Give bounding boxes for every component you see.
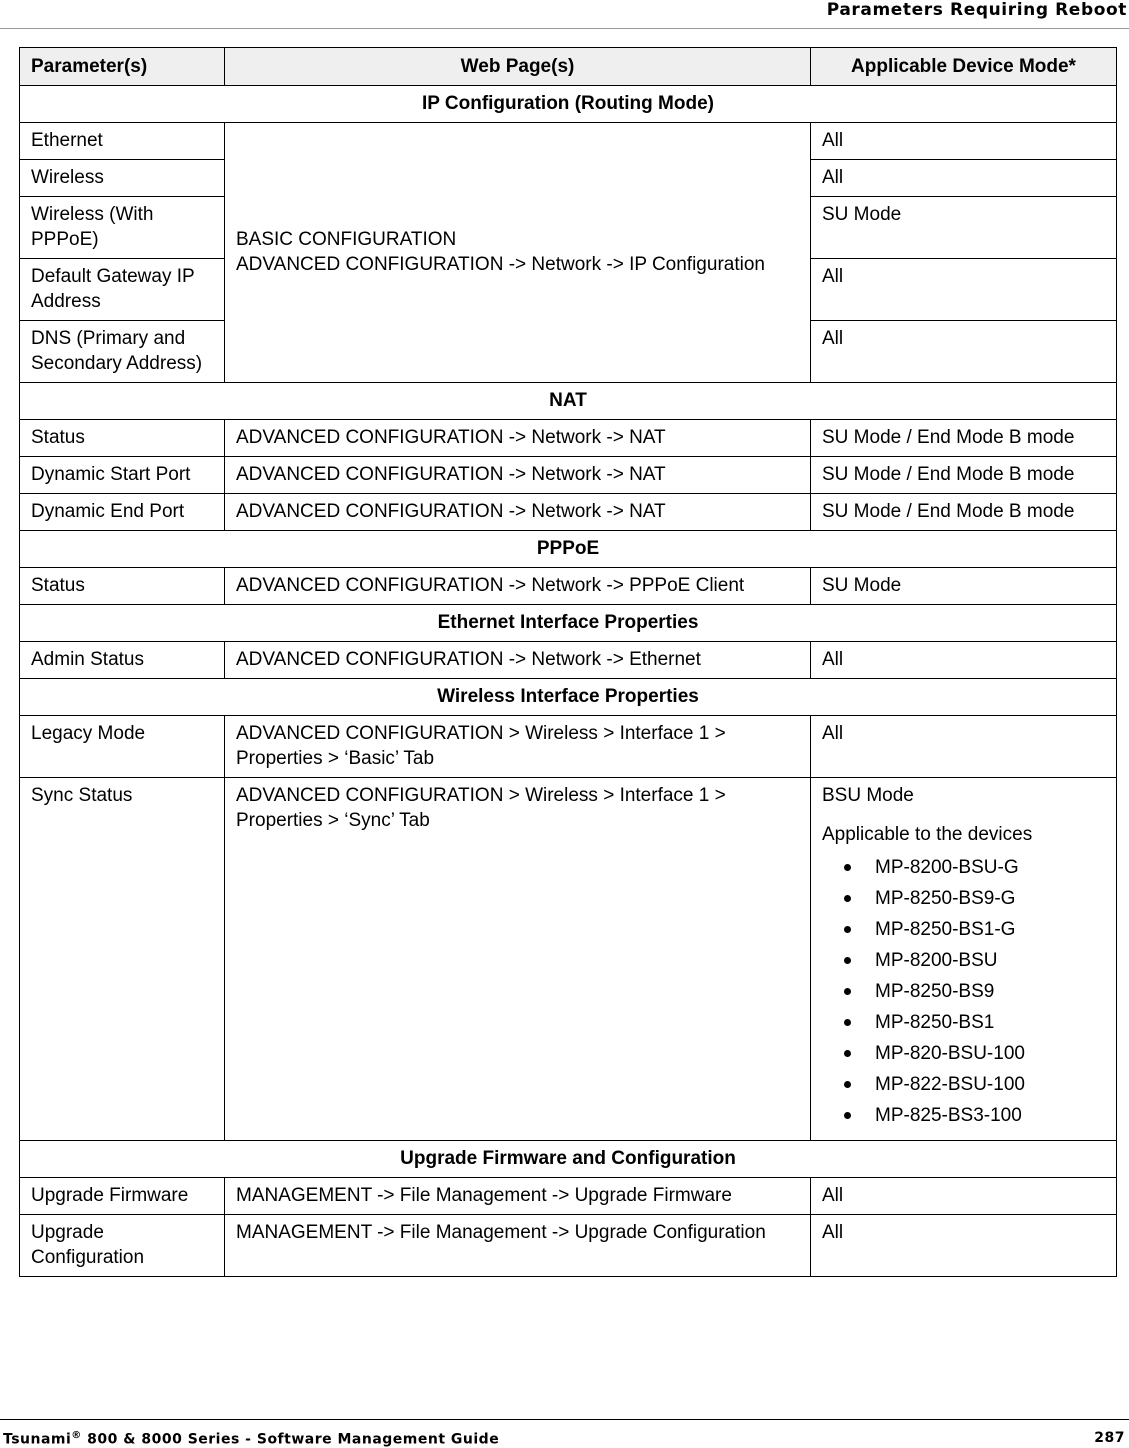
mode-cell: All [811,642,1117,679]
parameter-cell: Dynamic End Port [20,494,225,531]
section-title: PPPoE [20,531,1117,568]
web-page-cell: ADVANCED CONFIGURATION -> Network -> NAT [225,494,811,531]
mode-cell: All [811,259,1117,321]
table-row [20,123,1117,160]
parameter-cell: Status [20,568,225,605]
footer-guide-name: 800 & 8000 Series - Software Management Guide [81,1431,500,1448]
section-title: IP Configuration (Routing Mode) [20,86,1117,123]
device-list-item: MP-8250-BS9-G [822,886,1105,917]
mode-cell: All [811,160,1117,197]
device-list-item: MP-825-BS3-100 [822,1103,1105,1134]
web-page-cell: MANAGEMENT -> File Management -> Upgrade Firmware [225,1178,811,1215]
table-row [20,642,1117,679]
registered-mark: ® [71,1430,82,1441]
mode-cell: SU Mode [811,197,1117,259]
table-row [20,778,1117,1141]
parameter-cell: Legacy Mode [20,716,225,778]
section-row-pppoe [20,531,1117,568]
device-list-item: MP-8200-BSU [822,948,1105,979]
column-header-parameters: Parameter(s) [20,48,225,86]
parameter-cell: Dynamic Start Port [20,457,225,494]
section-row-wireless-interface [20,679,1117,716]
table-row [20,568,1117,605]
parameter-cell: Upgrade Configuration [20,1215,225,1277]
mode-cell: All [811,1215,1117,1277]
parameter-cell: Ethernet [20,123,225,160]
web-page-cell: ADVANCED CONFIGURATION -> Network -> PPPoE Client [225,568,811,605]
device-list-item: MP-8250-BS1 [822,1010,1105,1041]
parameter-cell: Wireless (With PPPoE) [20,197,225,259]
footer-product: Tsunami [3,1431,72,1448]
table-row [20,457,1117,494]
section-row-nat [20,383,1117,420]
device-list-item: MP-8250-BS9 [822,979,1105,1010]
web-page-cell: ADVANCED CONFIGURATION -> Network -> Ethernet [225,642,811,679]
table-header-row [20,48,1117,86]
mode-cell: All [811,123,1117,160]
page-header-title: Parameters Requiring Reboot [826,0,1127,20]
footer-guide-title [3,1430,499,1448]
table-row [20,1215,1117,1277]
mode-value: BSU Mode [822,785,914,806]
table-row [20,494,1117,531]
parameters-table [19,47,1117,1277]
parameter-cell: Sync Status [20,778,225,1141]
section-row-ethernet-interface [20,605,1117,642]
web-page-cell: ADVANCED CONFIGURATION > Wireless > Interface 1 > Properties > ‘Basic’ Tab [225,716,811,778]
web-page-cell: ADVANCED CONFIGURATION -> Network -> NAT [225,420,811,457]
parameter-cell: DNS (Primary and Secondary Address) [20,321,225,383]
mode-cell: SU Mode / End Mode B mode [811,457,1117,494]
table-row [20,420,1117,457]
section-title: Upgrade Firmware and Configuration [20,1141,1117,1178]
column-header-device-mode: Applicable Device Mode* [811,48,1117,86]
web-page-line: BASIC CONFIGURATION [236,229,457,250]
parameter-cell: Default Gateway IP Address [20,259,225,321]
running-header [0,0,1129,29]
device-list-item: MP-822-BSU-100 [822,1072,1105,1103]
parameter-cell: Admin Status [20,642,225,679]
mode-cell: SU Mode / End Mode B mode [811,494,1117,531]
mode-cell: SU Mode / End Mode B mode [811,420,1117,457]
mode-cell: All [811,321,1117,383]
web-page-cell: ADVANCED CONFIGURATION -> Network -> NAT [225,457,811,494]
parameter-cell: Upgrade Firmware [20,1178,225,1215]
mode-cell [811,778,1117,1141]
spacer [822,808,1105,822]
web-page-line: ADVANCED CONFIGURATION -> Network -> IP Configuration [236,254,765,275]
parameter-cell: Status [20,420,225,457]
device-list-item: MP-8250-BS1-G [822,917,1105,948]
web-page-cell-shared [225,123,811,383]
device-list-item: MP-8200-BSU-G [822,855,1105,886]
section-title: Ethernet Interface Properties [20,605,1117,642]
device-list [822,855,1105,1134]
section-row-ip-configuration [20,86,1117,123]
web-page-cell: ADVANCED CONFIGURATION > Wireless > Interface 1 > Properties > ‘Sync’ Tab [225,778,811,1141]
mode-note: Applicable to the devices [822,824,1033,845]
section-title: NAT [20,383,1117,420]
column-header-web-pages: Web Page(s) [225,48,811,86]
table-row [20,1178,1117,1215]
device-list-item: MP-820-BSU-100 [822,1041,1105,1072]
mode-cell: SU Mode [811,568,1117,605]
mode-cell: All [811,716,1117,778]
parameter-cell: Wireless [20,160,225,197]
page-number: 287 [1094,1430,1125,1446]
table-row [20,716,1117,778]
web-page-cell: MANAGEMENT -> File Management -> Upgrade Configuration [225,1215,811,1277]
section-title: Wireless Interface Properties [20,679,1117,716]
page-footer [0,1419,1129,1448]
section-row-upgrade [20,1141,1117,1178]
mode-cell: All [811,1178,1117,1215]
